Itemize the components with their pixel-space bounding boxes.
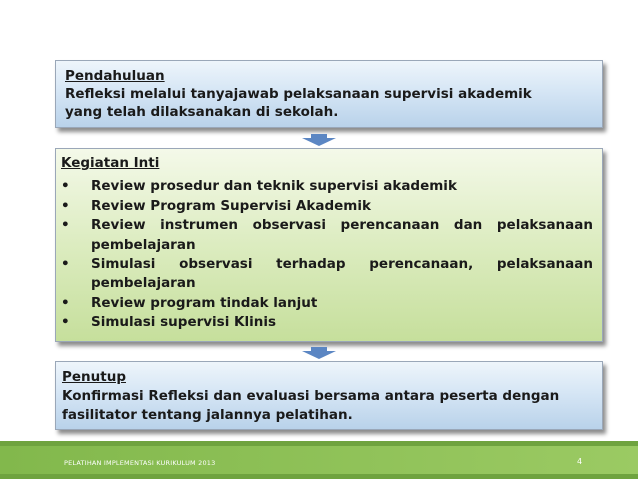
down-arrow-icon	[302, 347, 336, 359]
intro-heading: Pendahuluan	[65, 68, 165, 84]
core-heading: Kegiatan Inti	[61, 155, 160, 171]
bullet-icon: •	[61, 314, 70, 331]
list-item-text: Simulasi supervisi Klinis	[91, 314, 277, 331]
list-item	[61, 197, 593, 216]
closing-line-2: fasilitator tentang jalannya pelatihan.	[62, 407, 353, 423]
core-activities-box	[55, 148, 603, 342]
list-item-text: Review instrumen observasi perencanaan dan pelaksanaan pembelajaran	[91, 217, 593, 253]
list-item	[61, 294, 593, 313]
closing-box	[55, 361, 603, 430]
list-item-text: Review Program Supervisi Akademik	[91, 197, 371, 214]
intro-line-2: yang telah dilaksanakan di sekolah.	[65, 104, 339, 120]
intro-line-1: Refleksi melalui tanyajawab pelaksanaan supervisi akademik	[65, 86, 532, 102]
intro-box	[55, 60, 603, 128]
footer-title: PELATIHAN IMPLEMENTASI KURIKULUM 2013	[64, 459, 216, 467]
down-arrow-icon	[302, 134, 336, 146]
bullet-icon: •	[61, 217, 70, 234]
bullet-icon: •	[61, 197, 70, 214]
list-item	[61, 177, 593, 196]
closing-heading: Penutup	[62, 369, 126, 385]
list-item-text: Review program tindak lanjut	[91, 294, 318, 311]
list-item-text: Review prosedur dan teknik supervisi akademik	[91, 178, 457, 195]
list-item-text: Simulasi observasi terhadap perencanaan, pelaksanaan pembelajaran	[91, 256, 593, 292]
list-item	[61, 313, 593, 332]
list-item	[61, 216, 593, 255]
page-number: 4	[577, 457, 583, 466]
bullet-icon: •	[61, 294, 70, 311]
closing-line-1: Konfirmasi Refleksi dan evaluasi bersama antara peserta dengan	[62, 388, 560, 404]
bullet-icon: •	[61, 256, 70, 273]
list-item	[61, 255, 593, 294]
core-activity-list	[61, 177, 593, 332]
bullet-icon: •	[61, 178, 70, 195]
